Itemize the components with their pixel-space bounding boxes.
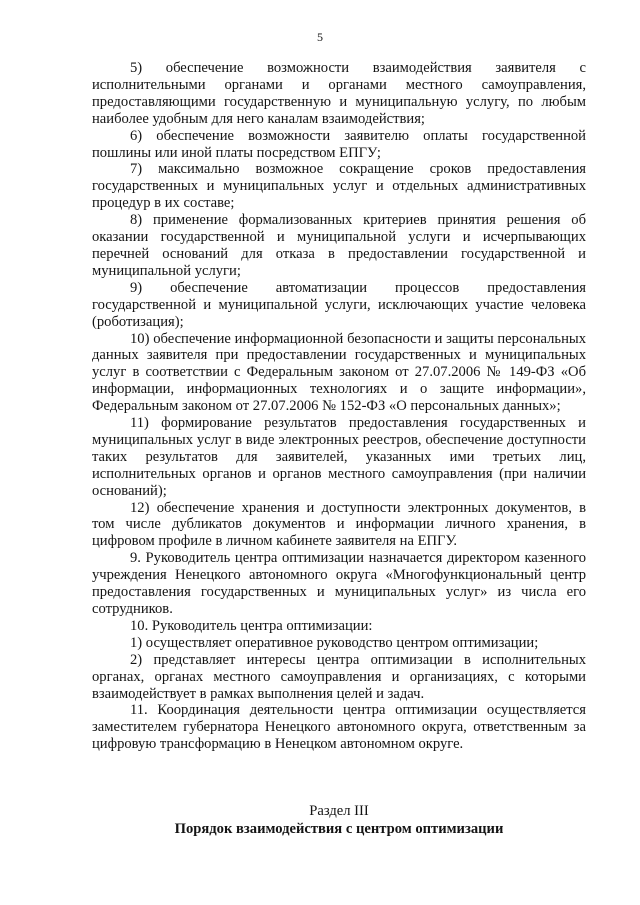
clause-9: 9. Руководитель центра оптимизации назначается директором казенного учреждения Ненецкого автономного округа «Многофункциональный центр предоставления государственных и муниципальных услуг» из числа его сотрудников. [92,550,586,617]
paragraph-item-7: 7) максимально возможное сокращение сроков предоставления государственных и муниципальных услуг и отдельных административных процедур в их составе; [92,161,586,212]
clause-10: 10. Руководитель центра оптимизации: [130,617,373,634]
paragraph-item-10: 10) обеспечение информационной безопасности и защиты персональных данных заявителя при предоставлении государственных и муниципальных услуг в соответствии с Федеральным законом от 27.07.2006 № 149-ФЗ «Об информации, информационных технологиях и о защите информации», Федеральным законом от 27.07.2006 № 152-ФЗ «О персональных данных»; [92,330,586,415]
paragraph-item-12: 12) обеспечение хранения и доступности электронных документов, в том числе дубликатов документов и информации личного хранения, в цифровом профиле в личном кабинете заявителя на ЕПГУ. [92,499,586,550]
paragraph-item-5: 5) обеспечение возможности взаимодействия заявителя с исполнительными органами и органами местного самоуправления, предоставляющими государственную и муниципальную услугу, по любым наиболее удобным для него каналам взаимодействия; [92,60,586,127]
document-body [92,60,586,753]
paragraph-item-6: 6) обеспечение возможности заявителю оплаты государственной пошлины или иной платы посредством ЕПГУ; [92,127,586,161]
page-number: 5 [317,30,323,44]
clause-10-item-2: 2) представляет интересы центра оптимизации в исполнительных органах, органах местного самоуправления и организациях, с которыми взаимодействует в рамках выполнения целей и задач. [92,651,586,702]
clause-11: 11. Координация деятельности центра оптимизации осуществляется заместителем губернатора Ненецкого автономного округа, ответственным за цифровую трансформацию в Ненецком автономном округе. [92,702,586,753]
paragraph-item-11: 11) формирование результатов предоставления государственных и муниципальных услуг в виде электронных реестров, обеспечение доступности таких результатов для заявителей, указанных ими третьих лиц, исполнительных органов и органов местного самоуправления (при наличии оснований); [92,415,586,499]
paragraph-item-8: 8) применение формализованных критериев принятия решения об оказании государственной и муниципальной услуги и исчерпывающих перечней оснований для отказа в предоставлении государственной и муниципальной услуги; [92,212,586,279]
section-title: Порядок взаимодействия с центром оптимизации [174,821,504,837]
paragraph-item-9: 9) обеспечение автоматизации процессов предоставления государственной и муниципальной услуги, исключающих участие человека (роботизация); [92,279,586,330]
clause-10-item-1: 1) осуществляет оперативное руководство центром оптимизации; [130,634,539,651]
section-number: Раздел III [309,803,369,819]
